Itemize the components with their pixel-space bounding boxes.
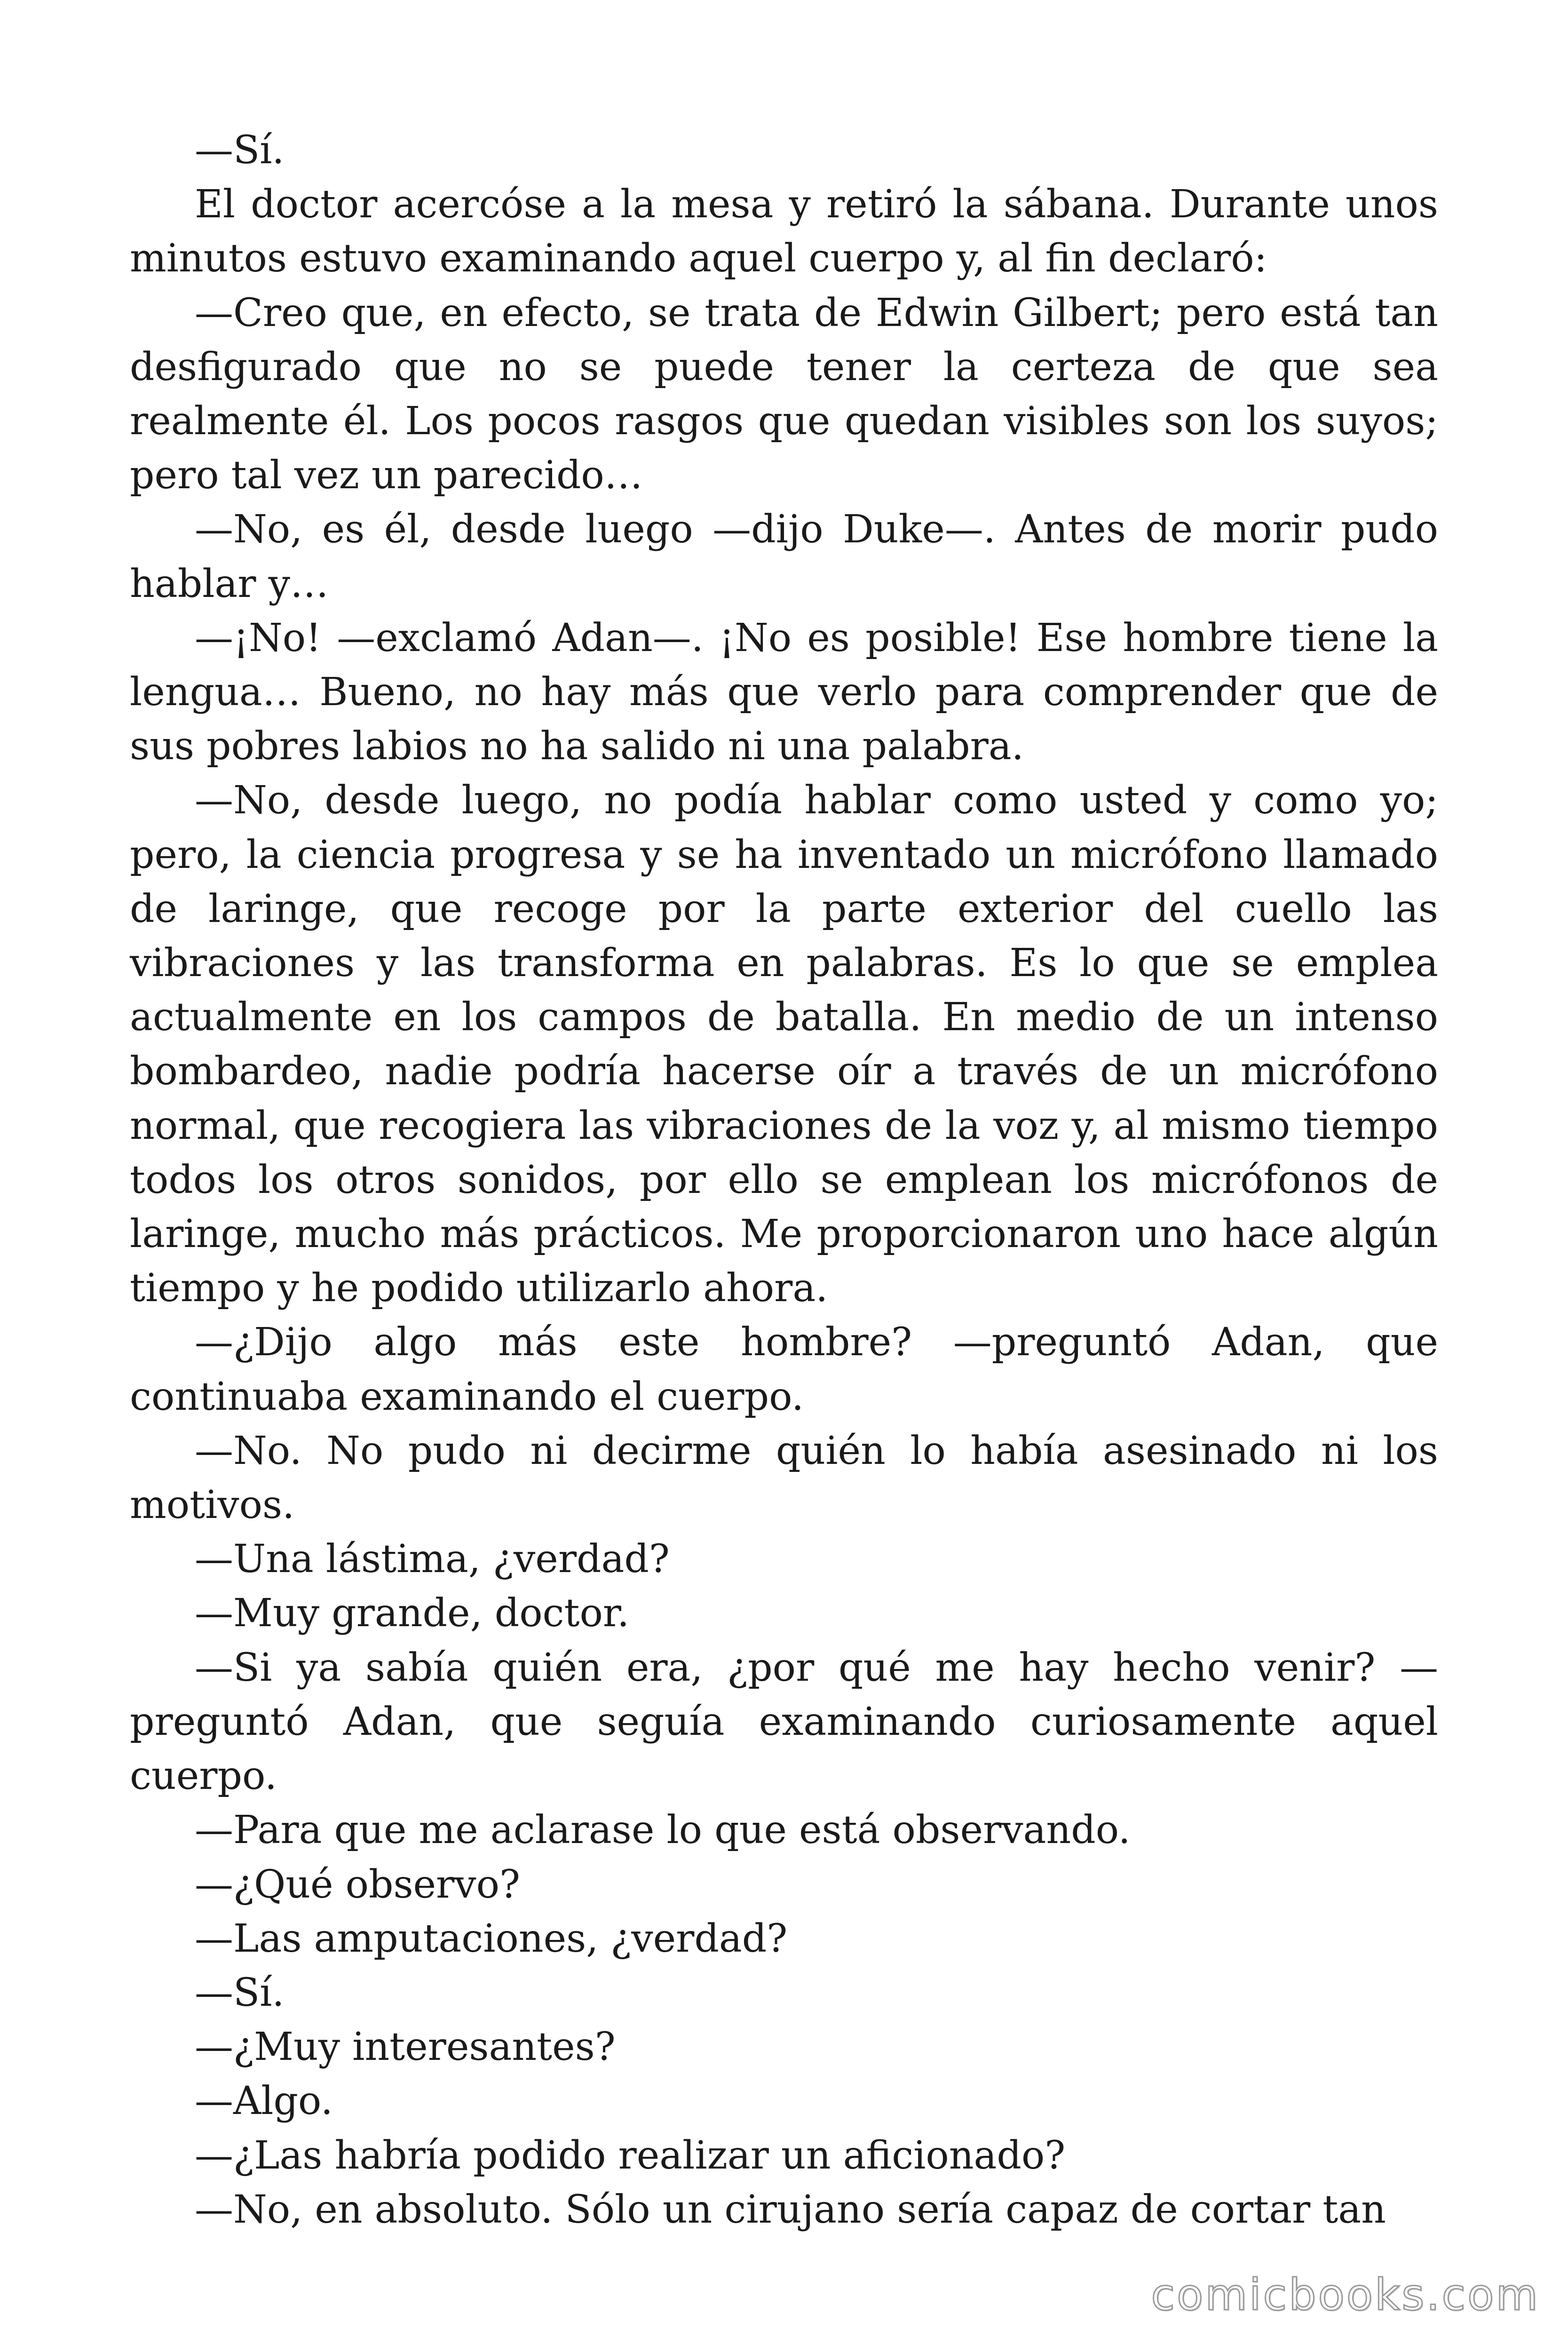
paragraph: —Sí. (195, 128, 285, 173)
paragraph: —Sí. (195, 1970, 285, 2015)
paragraph: —Creo que, en efecto, se trata de Edwin Gilbert; pero está tan desfigurado que no se puede tener la certeza de que sea realmente él. Los pocos rasgos que quedan visibles son los suyos; pero tal vez un parecido… (130, 290, 1438, 498)
paragraph: —¿Muy interesantes? (195, 2025, 616, 2070)
paragraph: —No, desde luego, no podía hablar como usted y como yo; pero, la ciencia progresa y se ha inventado un micrófono llamado de laringe, que recoge por la parte exterior del cuello las vibraciones y las transforma en palabras. Es lo que se emplea actualmente en los campos de batalla. En medio de un intenso bombardeo, nadie podría hacerse oír a través de un micrófono normal, que recogiera las vibraciones de la voz y, al mismo tiempo todos los otros sonidos, por ello se emplean los micrófonos de laringe, mucho más prácticos. Me proporcionaron uno hace algún tiempo y he podido utilizarlo ahora. (130, 778, 1438, 1311)
paragraph: —Para que me aclarase lo que está observando. (195, 1808, 1131, 1853)
paragraph: —Muy grande, doctor. (195, 1591, 630, 1636)
body-text (130, 123, 1438, 2237)
paragraph: —Las amputaciones, ¿verdad? (195, 1916, 788, 1961)
paragraph: —Si ya sabía quién era, ¿por qué me hay hecho venir? —preguntó Adan, que seguía examinando curiosamente aquel cuerpo. (130, 1645, 1438, 1799)
paragraph: —¿Dijo algo más este hombre? —preguntó Adan, que continuaba examinando el cuerpo. (130, 1320, 1438, 1419)
paragraph: El doctor acercóse a la mesa y retiró la sábana. Durante unos minutos estuvo examinando aquel cuerpo y, al fin declaró: (130, 182, 1438, 281)
paragraph: —Una lástima, ¿verdad? (195, 1537, 670, 1582)
paragraph: —¡No! —exclamó Adan—. ¡No es posible! Ese hombre tiene la lengua… Bueno, no hay más que verlo para comprender que de sus pobres labios no ha salido ni una palabra. (130, 615, 1438, 769)
paragraph: —No. No pudo ni decirme quién lo había asesinado ni los motivos. (130, 1428, 1438, 1528)
paragraph: —¿Las habría podido realizar un aficionado? (195, 2133, 1066, 2178)
paragraph: —¿Qué observo? (195, 1862, 520, 1907)
watermark: comicbooks.com (1151, 2270, 1540, 2320)
paragraph: —No, en absoluto. Sólo un cirujano sería capaz de cortar tan (195, 2187, 1386, 2232)
paragraph: —Algo. (195, 2079, 333, 2124)
paragraph: —No, es él, desde luego —dijo Duke—. Antes de morir pudo hablar y… (130, 507, 1438, 606)
